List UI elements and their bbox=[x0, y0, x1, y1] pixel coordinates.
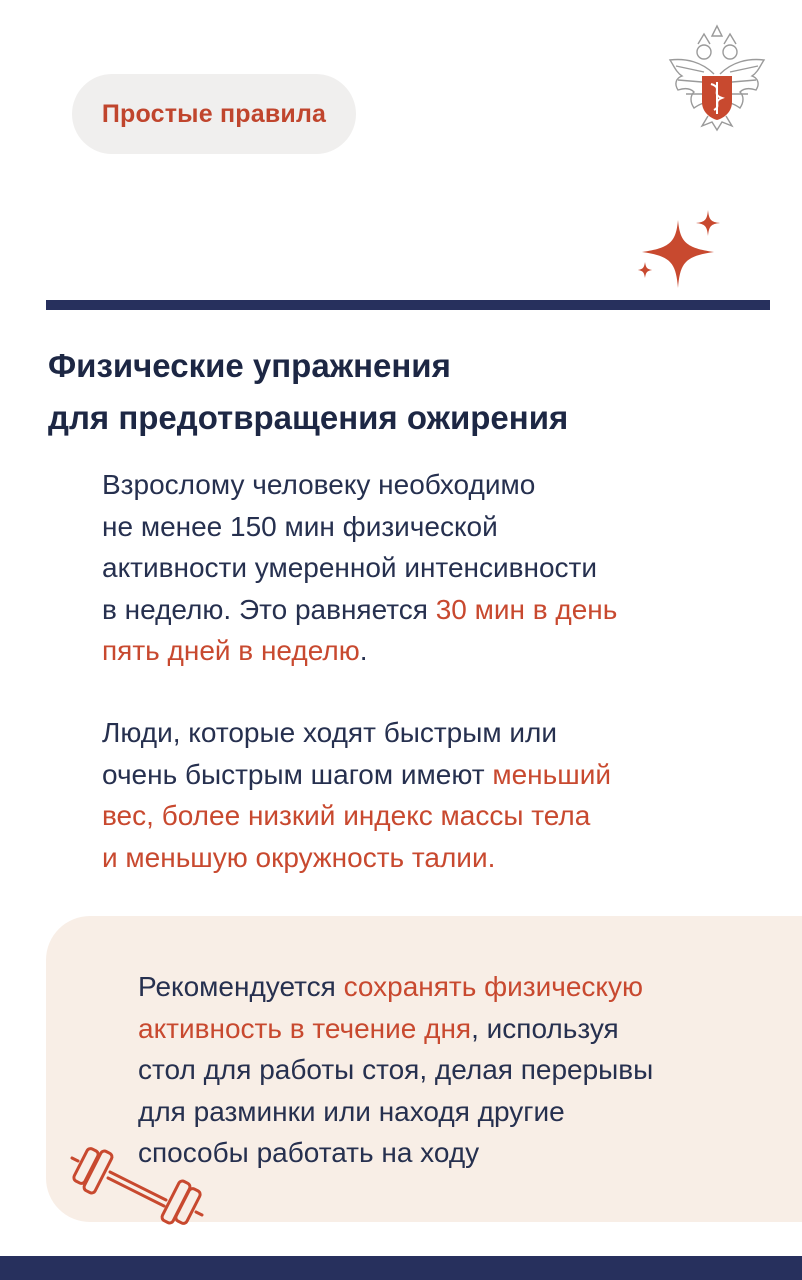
text-segment: очень быстрым шагом имеют bbox=[102, 758, 493, 790]
text-segment: Рекомендуется bbox=[138, 971, 344, 1002]
sparkles-icon bbox=[632, 208, 724, 294]
section-badge-label: Простые правила bbox=[101, 99, 327, 128]
page-title-line: для предотвращения ожирения bbox=[48, 399, 569, 436]
text-segment: . bbox=[359, 635, 368, 666]
text-line: способы работать на ходу bbox=[138, 1137, 480, 1168]
header-divider bbox=[46, 300, 770, 310]
text-line bbox=[102, 630, 762, 672]
text-line: не менее 150 мин физической bbox=[102, 510, 498, 542]
highlight-text: пять дней в неделю bbox=[102, 635, 360, 666]
page-title bbox=[48, 340, 768, 444]
text-line bbox=[102, 589, 762, 631]
footer-bar bbox=[0, 1256, 802, 1280]
highlight-text: активность в течение дня bbox=[138, 1012, 472, 1044]
text-line: для разминки или находя другие bbox=[138, 1095, 565, 1127]
highlight-text: 30 мин в день bbox=[435, 593, 618, 625]
dumbbell-icon bbox=[70, 1138, 204, 1234]
highlight-text: и меньшую окружность талии. bbox=[102, 841, 496, 873]
highlight-text: меньший bbox=[492, 758, 611, 790]
walking-paragraph bbox=[102, 712, 762, 878]
text-segment: , используя bbox=[471, 1012, 619, 1044]
activity-paragraph bbox=[102, 464, 762, 672]
text-line: активности умеренной интенсивности bbox=[102, 552, 597, 583]
text-line bbox=[138, 1008, 758, 1050]
text-segment: в неделю. Это равняется bbox=[102, 593, 436, 625]
text-line: Взрослому человеку необходимо bbox=[102, 469, 536, 500]
page-title-line: Физические упражнения bbox=[48, 347, 451, 384]
tip-paragraph bbox=[138, 966, 758, 1174]
highlight-text: вес, более низкий индекс массы тела bbox=[102, 800, 591, 831]
text-line: стол для работы стоя, делая перерывы bbox=[138, 1054, 654, 1085]
text-line bbox=[138, 966, 758, 1008]
highlight-text: сохранять физическую bbox=[343, 971, 643, 1002]
section-badge bbox=[72, 74, 356, 154]
state-emblem-icon bbox=[664, 22, 770, 134]
text-line bbox=[102, 754, 762, 796]
text-line: Люди, которые ходят быстрым или bbox=[102, 717, 558, 748]
